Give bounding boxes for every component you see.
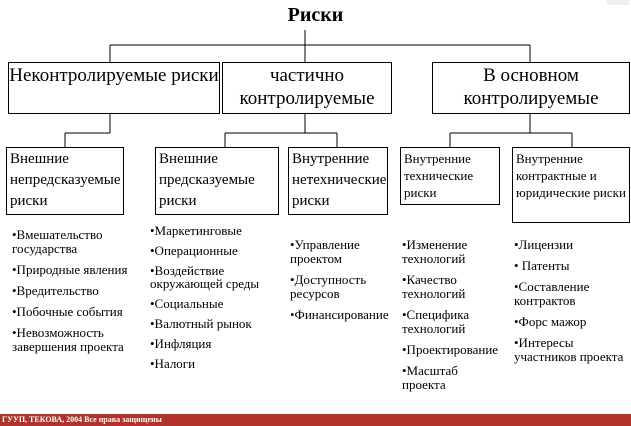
category-external-predictable-label: Внешние предсказуемые риски — [159, 151, 255, 209]
list-item: •Побочные события — [12, 304, 123, 319]
category-internal-technical-label: Внутренние технические риски — [404, 151, 474, 200]
group-partially-controllable — [222, 62, 392, 114]
list-internal-contractual — [514, 238, 629, 371]
list-item: •Лицензии — [514, 237, 574, 252]
list-item: •Специфика технологий — [402, 307, 470, 336]
group-mostly-controllable — [432, 62, 630, 114]
category-internal-contractual-label: Внутренние контрактные и юридические риски — [516, 151, 626, 200]
list-item: •Масштаб проекта — [402, 363, 458, 392]
category-internal-technical — [400, 147, 500, 205]
list-item: •Валютный рынок — [150, 316, 252, 331]
list-item: •Социальные — [150, 296, 224, 311]
category-internal-nontechnical — [288, 147, 388, 215]
list-item: •Воздействие окружающей среды — [150, 263, 260, 291]
list-external-predictable — [150, 224, 285, 377]
list-item: •Управление проектом — [290, 237, 360, 266]
list-item: •Составление контрактов — [514, 279, 590, 308]
diagram-title: Риски — [287, 4, 344, 26]
list-item: •Инфляция — [150, 336, 212, 351]
group-partially-controllable-label: частично контролируемые — [239, 65, 375, 109]
list-item: •Вредительство — [12, 283, 99, 298]
category-internal-nontechnical-label: Внутренние нетехнические риски — [292, 151, 387, 209]
list-item: •Проектирование — [402, 342, 499, 357]
list-item: •Операционные — [150, 243, 238, 258]
list-item: •Природные явления — [12, 262, 128, 277]
list-item: •Маркетинговые — [150, 223, 242, 238]
category-external-predictable — [155, 147, 279, 215]
list-external-unpredictable — [12, 228, 137, 361]
group-mostly-controllable-label: В основном контролируемые — [463, 65, 599, 109]
footer-bar — [0, 414, 631, 426]
list-item: •Форс мажор — [514, 314, 587, 329]
list-item: •Вмешательство государства — [12, 227, 103, 256]
list-item: • Патенты — [514, 258, 570, 273]
list-internal-technical — [402, 238, 502, 399]
list-internal-nontechnical — [290, 238, 390, 329]
group-uncontrollable-label: Неконтролируемые риски — [9, 65, 219, 86]
category-external-unpredictable-label: Внешние непредсказуемые риски — [10, 151, 121, 209]
list-item: •Финансирование — [290, 307, 389, 322]
list-item: •Интересы участников проекта — [514, 335, 624, 364]
footer-text: ГУУП, ТЕКОВА, 2004 Все права защищены — [2, 415, 162, 424]
list-item: •Качество технологий — [402, 272, 466, 301]
list-item: •Изменение технологий — [402, 237, 468, 266]
list-item: •Невозможность завершения проекта — [12, 325, 124, 354]
category-external-unpredictable — [6, 147, 124, 215]
group-uncontrollable — [8, 62, 220, 114]
list-item: •Доступность ресурсов — [290, 272, 367, 301]
list-item: •Налоги — [150, 356, 196, 371]
category-internal-contractual — [512, 147, 630, 223]
